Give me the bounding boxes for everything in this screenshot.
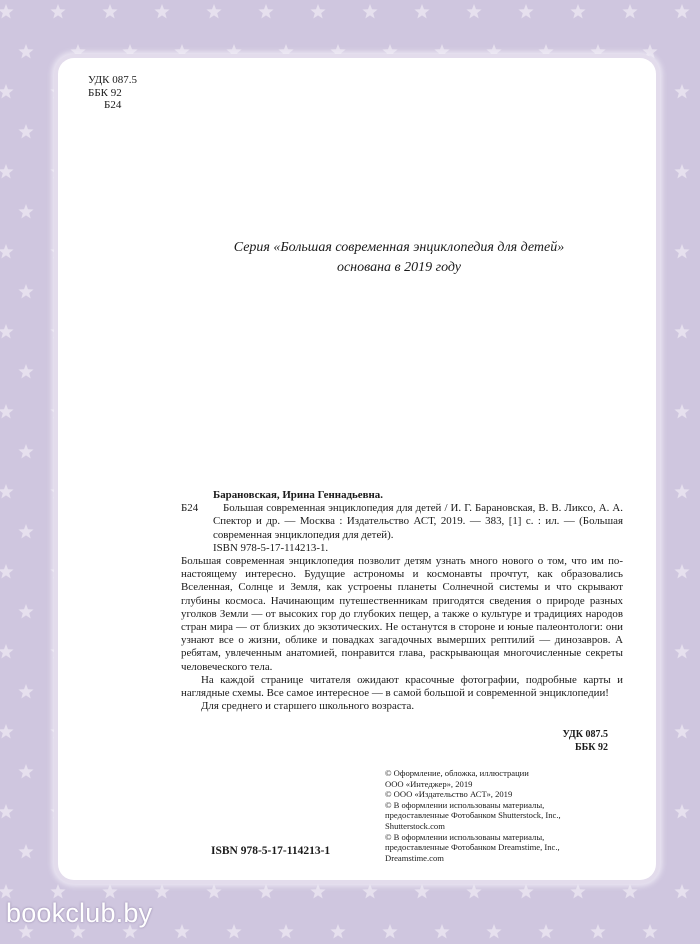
bibliographic-text: Большая современная энциклопедия для детей / И. Г. Барановская, В. В. Ликсо, А. А. Спектор и др. — Москва : Издательство АСТ, 2019. — 383, [1] с. : ил. — (Большая современная энциклопедия для детей). (213, 502, 623, 541)
star-decoration (674, 84, 689, 99)
star-decoration (18, 204, 33, 219)
audience-note: Для среднего и старшего школьного возраста. (201, 700, 415, 713)
annotation-paragraph-1: Большая современная энциклопедия позволит детям узнать много нового о том, что им по-настоящему интересно. Будущие астрономы и космонавты прочтут, как образовались Вселенная, Солнце и Земля, как устроены планеты Солнечной системы и что скрывают глубины космоса. Начинающим путешественникам пригодятся сведения о природе разных уголков Земли — от высоких гор до глубоких пещер, а также о культуре и традициях народов стран мира — от близких до экзотических. Не останутся в стороне и юные палеонтологи: они узнают все о жизни, облике и повадках загадочных вымерших рептилий — динозавров. А ребятам, увлеченным анатомией, понравится глава, раскрывающая многочисленные секреты человеческого тела. (181, 555, 623, 673)
udk-block-top (88, 74, 137, 112)
star-decoration (538, 44, 553, 59)
star-decoration (310, 4, 325, 19)
star-decoration (674, 4, 689, 19)
copyright-line-4: © В оформлении использованы материалы, предоставленные Фотобанком Shutterstock, Inc., Shutterstock.com (385, 799, 561, 831)
star-decoration (50, 4, 65, 19)
star-decoration (434, 44, 449, 59)
star-decoration (362, 884, 377, 899)
star-decoration (674, 324, 689, 339)
star-decoration (674, 644, 689, 659)
star-decoration (642, 44, 657, 59)
catalog-author: Барановская, Ирина Геннадьевна. (213, 489, 383, 501)
star-decoration (102, 4, 117, 19)
star-decoration (206, 4, 221, 19)
star-decoration (18, 44, 33, 59)
series-line-1: Серия «Большая современная энциклопедия для детей» (233, 240, 565, 255)
star-decoration (674, 884, 689, 899)
star-decoration (414, 4, 429, 19)
star-decoration (102, 884, 117, 899)
star-decoration (414, 884, 429, 899)
udk-block-bottom (563, 729, 608, 754)
copyright-line-5: © В оформлении использованы материалы, предоставленные Фотобанком Dreamstime, Inc., Dreamstime.com (385, 831, 560, 863)
star-decoration (674, 484, 689, 499)
copyright-block (385, 768, 585, 863)
star-decoration (570, 4, 585, 19)
star-decoration (226, 44, 241, 59)
udk-code-bottom: УДК 087.5 (562, 729, 608, 740)
star-decoration (674, 564, 689, 579)
star-decoration (18, 764, 33, 779)
star-decoration (18, 524, 33, 539)
star-decoration (590, 924, 605, 939)
isbn-footer: ISBN 978-5-17-114213-1 (211, 845, 331, 857)
star-decoration (518, 4, 533, 19)
star-decoration (0, 404, 14, 419)
catalog-author-mark: Б24 (181, 502, 199, 515)
star-decoration (486, 924, 501, 939)
star-decoration (538, 924, 553, 939)
star-decoration (18, 844, 33, 859)
star-decoration (642, 924, 657, 939)
star-decoration (18, 364, 33, 379)
star-decoration (434, 924, 449, 939)
star-decoration (0, 884, 14, 899)
star-decoration (50, 884, 65, 899)
star-decoration (70, 44, 85, 59)
star-decoration (18, 284, 33, 299)
annotation (181, 555, 623, 713)
catalog-isbn: ISBN 978-5-17-114213-1. (213, 541, 329, 554)
star-decoration (0, 724, 14, 739)
star-decoration (518, 884, 533, 899)
star-decoration (0, 84, 14, 99)
star-decoration (330, 44, 345, 59)
catalog-record (181, 489, 623, 713)
star-decoration (258, 4, 273, 19)
star-decoration (622, 884, 637, 899)
star-decoration (206, 884, 221, 899)
star-decoration (330, 924, 345, 939)
annotation-paragraph-2: На каждой странице читателя ожидают красочные фотографии, подробные карты и наглядные схемы. Все самое интересное — в самой большой и современной энциклопедии! (181, 673, 623, 700)
star-decoration (310, 884, 325, 899)
star-decoration (622, 4, 637, 19)
series-line-2: основана в 2019 году (336, 260, 462, 275)
star-decoration (0, 244, 14, 259)
site-watermark: bookclub.by (6, 898, 153, 928)
star-decoration (466, 884, 481, 899)
star-decoration (18, 604, 33, 619)
udk-code: УДК 087.5 (88, 74, 138, 86)
star-decoration (18, 124, 33, 139)
star-decoration (0, 164, 14, 179)
star-decoration (278, 924, 293, 939)
star-decoration (674, 244, 689, 259)
series-note (212, 238, 586, 278)
star-decoration (0, 804, 14, 819)
star-decoration (382, 924, 397, 939)
author-mark: Б24 (104, 99, 122, 111)
star-decoration (154, 884, 169, 899)
star-decoration (466, 4, 481, 19)
star-decoration (0, 484, 14, 499)
copyright-line-3: © ООО «Издательство АСТ», 2019 (385, 789, 513, 800)
star-decoration (258, 884, 273, 899)
star-decoration (590, 44, 605, 59)
star-decoration (18, 444, 33, 459)
star-decoration (278, 44, 293, 59)
star-decoration (486, 44, 501, 59)
bibliographic-description (181, 502, 623, 542)
star-decoration (122, 44, 137, 59)
star-decoration (174, 924, 189, 939)
star-decoration (570, 884, 585, 899)
bbk-code: ББК 92 (88, 86, 122, 99)
star-decoration (674, 804, 689, 819)
star-decoration (0, 324, 14, 339)
star-decoration (674, 164, 689, 179)
star-decoration (0, 644, 14, 659)
star-decoration (174, 44, 189, 59)
star-decoration (674, 724, 689, 739)
star-decoration (674, 404, 689, 419)
star-decoration (0, 564, 14, 579)
star-decoration (0, 4, 14, 19)
bbk-code-bottom: ББК 92 (575, 741, 608, 753)
star-decoration (362, 4, 377, 19)
copyright-line-2: ООО «Интеджер», 2019 (385, 778, 473, 789)
book-page (58, 58, 656, 880)
copyright-line-1: © Оформление, обложка, иллюстрации (385, 768, 529, 778)
star-decoration (382, 44, 397, 59)
star-decoration (226, 924, 241, 939)
star-decoration (154, 4, 169, 19)
star-decoration (18, 684, 33, 699)
